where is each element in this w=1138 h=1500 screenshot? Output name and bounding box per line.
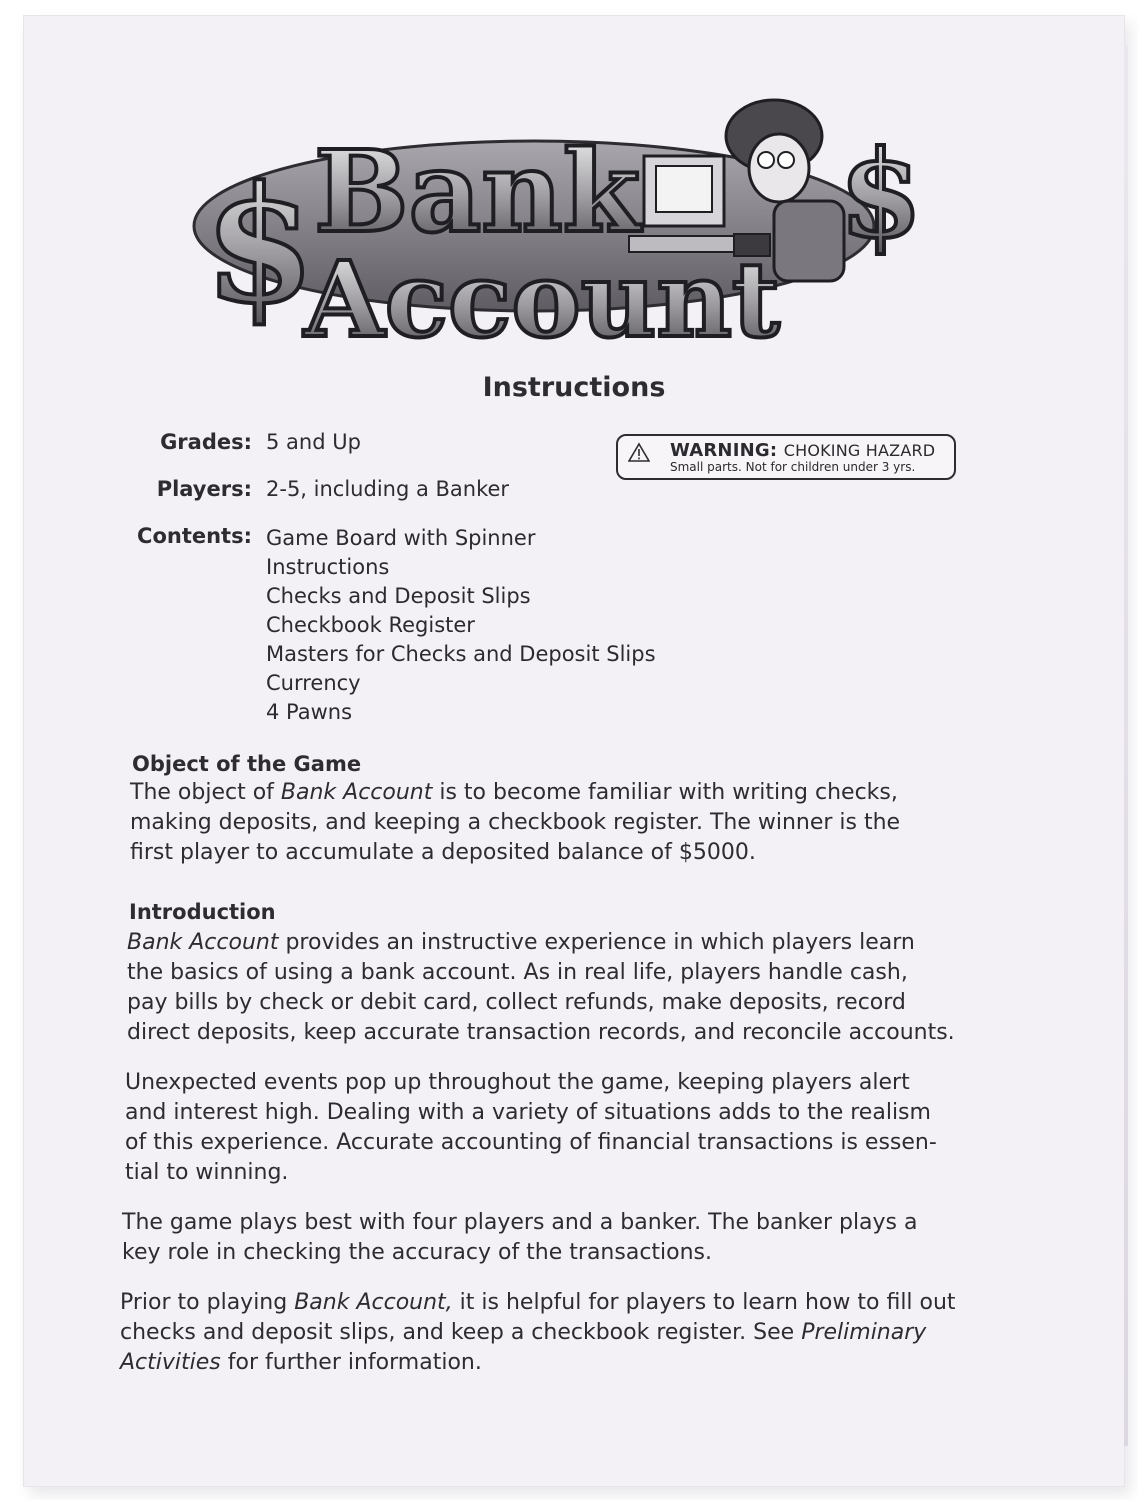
- grades-label: Grades:: [160, 430, 252, 454]
- intro-text: it is helpful for players to learn how to fill out: [452, 1290, 956, 1315]
- list-item: 4 Pawns: [266, 700, 353, 724]
- object-paragraph: [130, 778, 900, 868]
- dollar-sign-right: $: [839, 124, 923, 265]
- list-item: Checkbook Register: [266, 613, 475, 637]
- intro-reference: Preliminary: [801, 1320, 927, 1345]
- list-item: Masters for Checks and Deposit Slips: [266, 642, 656, 666]
- intro-reference: Activities: [120, 1350, 221, 1375]
- contents-list: [266, 524, 656, 727]
- intro-paragraph-4: [120, 1288, 956, 1378]
- intro-game-name: Bank Account,: [294, 1290, 453, 1315]
- list-item: Currency: [266, 671, 361, 695]
- page-edge: [1124, 46, 1128, 1446]
- grades-value: 5 and Up: [266, 430, 361, 454]
- intro-text: tial to winning.: [125, 1160, 289, 1185]
- warning-heading: [670, 440, 935, 461]
- list-item: Instructions: [266, 555, 390, 579]
- warning-subtext: Small parts. Not for children under 3 yrs.: [670, 460, 916, 474]
- intro-text: provides an instructive experience in which players learn: [278, 930, 915, 955]
- intro-text: the basics of using a bank account. As in real life, players handle cash,: [127, 960, 908, 985]
- intro-game-name: Bank Account: [127, 930, 279, 955]
- list-item: Checks and Deposit Slips: [266, 584, 531, 608]
- players-value: 2-5, including a Banker: [266, 477, 510, 501]
- intro-text: Prior to playing: [120, 1290, 295, 1315]
- logo-word-account: Account: [304, 238, 780, 361]
- warning-heading-label: WARNING:: [670, 440, 778, 461]
- introduction-heading: Introduction: [129, 900, 276, 924]
- intro-text: checks and deposit slips, and keep a checkbook register. See: [120, 1320, 802, 1345]
- intro-paragraph-3: [122, 1208, 918, 1268]
- object-text: first player to accumulate a deposited balance of $5000.: [130, 840, 756, 865]
- contents-label: Contents:: [137, 524, 252, 548]
- bank-account-logo: [174, 86, 934, 376]
- instruction-sheet: [24, 16, 1124, 1486]
- intro-paragraph-1: [127, 928, 955, 1048]
- object-heading: Object of the Game: [132, 752, 362, 776]
- object-text: making deposits, and keeping a checkbook register. The winner is the: [130, 810, 901, 835]
- intro-text: of this experience. Accurate accounting of financial transactions is essen-: [125, 1130, 937, 1155]
- object-text: is to become familiar with writing checks,: [432, 780, 898, 805]
- intro-text: for further information.: [220, 1350, 482, 1375]
- intro-text: pay bills by check or debit card, collect refunds, make deposits, record: [127, 990, 906, 1015]
- page-title: Instructions: [482, 372, 666, 403]
- intro-text: direct deposits, keep accurate transaction records, and reconcile accounts.: [127, 1020, 955, 1045]
- intro-text: The game plays best with four players and a banker. The banker plays a: [122, 1210, 918, 1235]
- intro-text: and interest high. Dealing with a variety of situations adds to the realism: [125, 1100, 931, 1125]
- players-label: Players:: [156, 477, 252, 501]
- logo-word-bank: Bank: [314, 127, 641, 258]
- warning-triangle-icon: [628, 442, 650, 462]
- warning-heading-rest: CHOKING HAZARD: [783, 441, 936, 460]
- object-text: The object of: [130, 780, 281, 805]
- intro-paragraph-2: [125, 1068, 937, 1188]
- intro-text: key role in checking the accuracy of the transactions.: [122, 1240, 713, 1265]
- intro-text: Unexpected events pop up throughout the game, keeping players alert: [125, 1070, 910, 1095]
- object-game-name: Bank Account: [280, 780, 433, 805]
- choking-hazard-warning: [616, 434, 956, 480]
- list-item: Game Board with Spinner: [266, 526, 536, 550]
- dollar-sign-left: $: [204, 151, 316, 339]
